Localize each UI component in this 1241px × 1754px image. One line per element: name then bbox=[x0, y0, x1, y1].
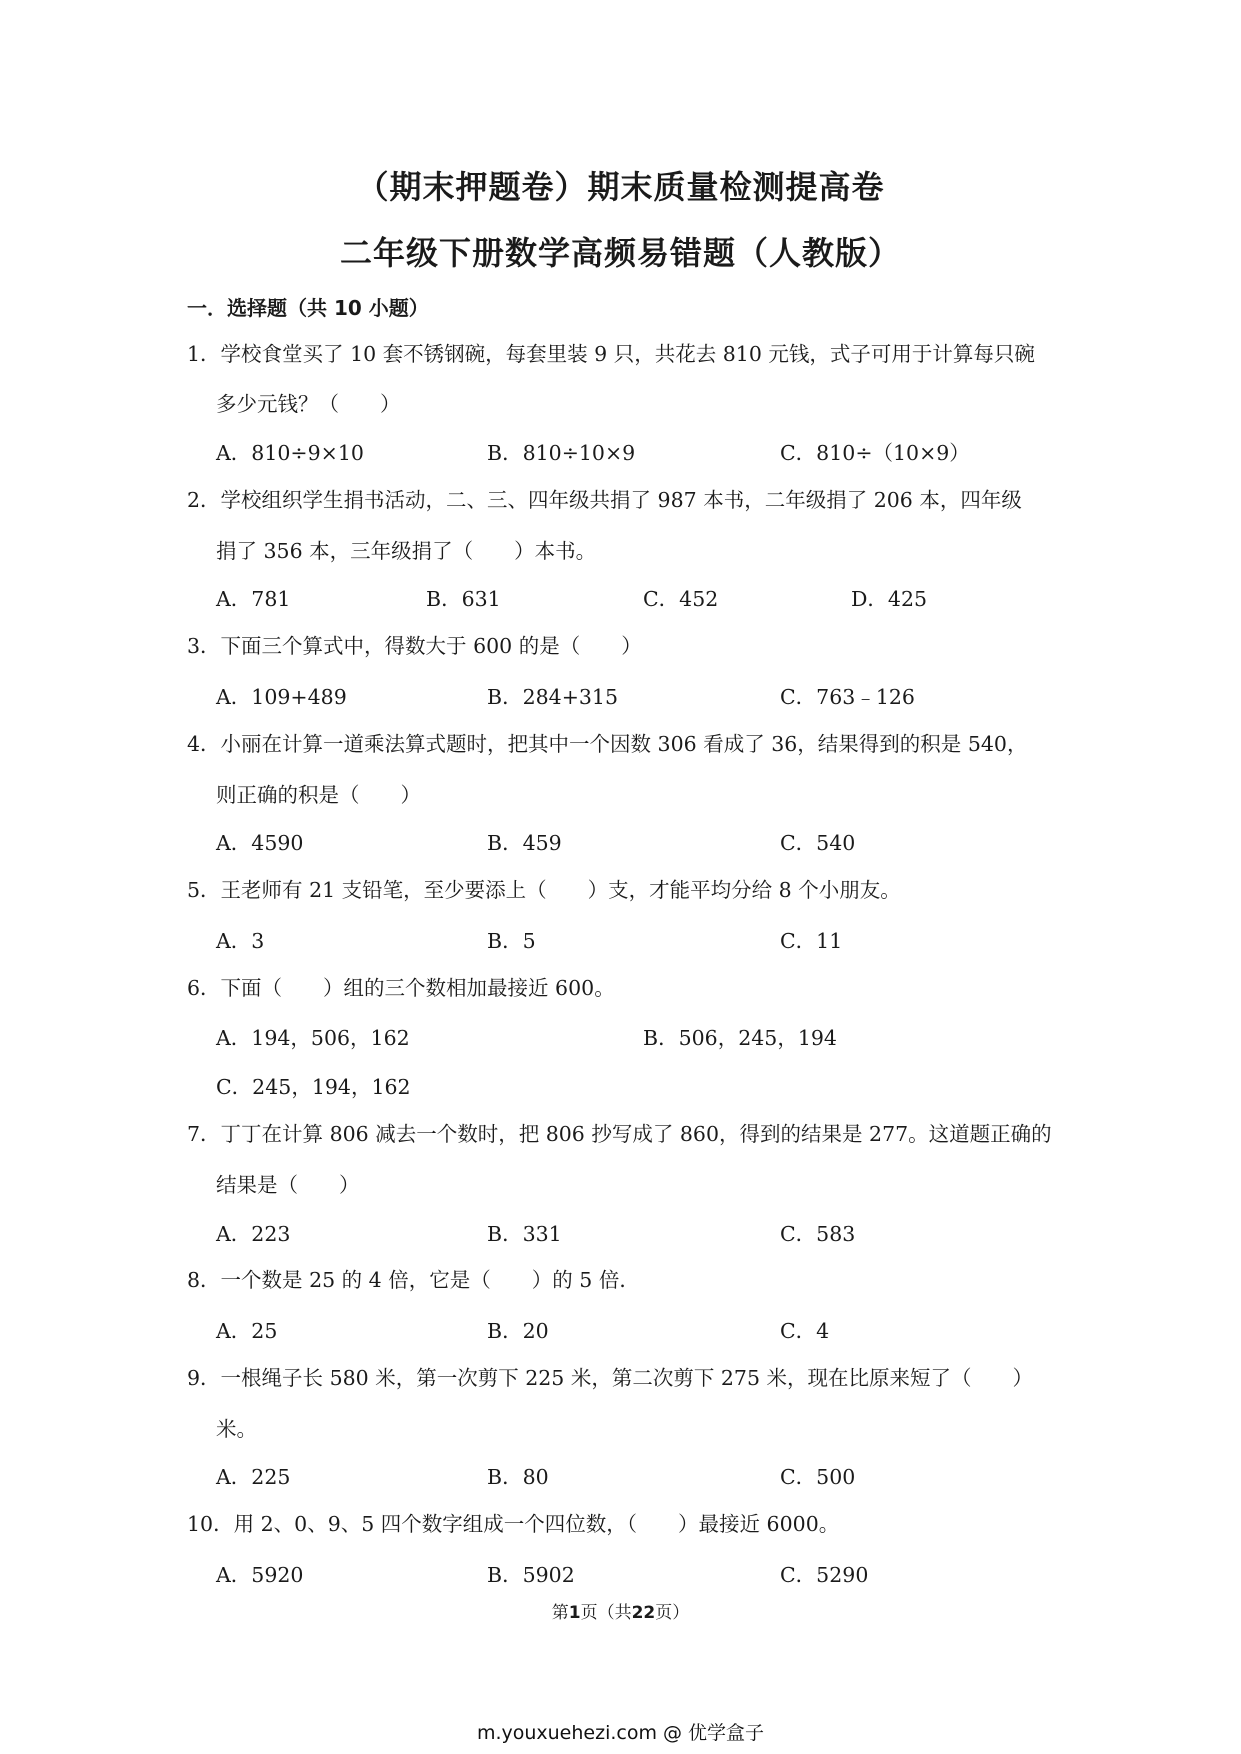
option-c: C．452 bbox=[643, 587, 719, 611]
question-6 bbox=[187, 964, 615, 1012]
section-heading: 一．选择题（共 10 小题） bbox=[187, 296, 429, 320]
question-7 bbox=[187, 1110, 1052, 1158]
question-text: 下面三个算式中，得数大于 600 的是（ ） bbox=[220, 634, 642, 658]
question-number: 9． bbox=[187, 1366, 221, 1390]
question-number: 10． bbox=[187, 1512, 234, 1536]
option-c: C．4 bbox=[780, 1319, 830, 1343]
option-a: A．4590 bbox=[216, 831, 304, 855]
question-number: 5． bbox=[187, 878, 221, 902]
page-number: 1 bbox=[568, 1603, 581, 1623]
question-number: 6． bbox=[187, 976, 221, 1000]
option-b: B．5902 bbox=[487, 1563, 575, 1587]
question-number: 4． bbox=[187, 732, 221, 756]
question-text: 用 2、0、9、5 四个数字组成一个四位数，（ ）最接近 6000。 bbox=[233, 1512, 840, 1536]
question-1 bbox=[187, 330, 1035, 378]
option-a: A．225 bbox=[216, 1465, 291, 1489]
question-text: 小丽在计算一道乘法算式题时，把其中一个因数 306 看成了 36，结果得到的积是 540， bbox=[220, 732, 1028, 756]
option-a: A．25 bbox=[216, 1319, 278, 1343]
option-b: B．5 bbox=[487, 929, 536, 953]
question-5 bbox=[187, 866, 901, 914]
question-2-continued: 捐了 356 本，三年级捐了（ ）本书。 bbox=[216, 539, 597, 563]
question-9 bbox=[187, 1354, 1033, 1402]
option-a: A．810÷9×10 bbox=[216, 441, 364, 465]
question-10 bbox=[187, 1500, 839, 1548]
option-b: B．631 bbox=[426, 587, 501, 611]
option-b: B．80 bbox=[487, 1465, 549, 1489]
option-a: A．5920 bbox=[216, 1563, 304, 1587]
watermark: m.youxuehezi.com @ 优学盒子 bbox=[476, 1722, 765, 1744]
question-4-continued: 则正确的积是（ ） bbox=[216, 783, 421, 807]
option-b: B．506，245，194 bbox=[643, 1026, 837, 1050]
option-d: D．425 bbox=[851, 587, 928, 611]
question-text: 王老师有 21 支铅笔，至少要添上（ ）支，才能平均分给 8 个小朋友。 bbox=[220, 878, 901, 902]
question-text: 一个数是 25 的 4 倍，它是（ ）的 5 倍． bbox=[220, 1268, 640, 1292]
option-a: A．109+489 bbox=[216, 685, 347, 709]
question-number: 3． bbox=[187, 634, 221, 658]
option-a: A．3 bbox=[216, 929, 265, 953]
option-c: C．540 bbox=[780, 831, 856, 855]
option-b: B．20 bbox=[487, 1319, 549, 1343]
option-b: B．810÷10×9 bbox=[487, 441, 636, 465]
page-footer bbox=[0, 1598, 1241, 1623]
option-b: B．331 bbox=[487, 1222, 562, 1246]
question-text: 下面（ ）组的三个数相加最接近 600。 bbox=[220, 976, 615, 1000]
question-2 bbox=[187, 476, 1022, 524]
footer-suffix: 页） bbox=[655, 1603, 690, 1623]
footer-prefix: 第 bbox=[551, 1603, 569, 1623]
option-c: C．583 bbox=[780, 1222, 856, 1246]
footer-mid: 页（共 bbox=[580, 1603, 632, 1623]
option-c: C．11 bbox=[780, 929, 843, 953]
question-number: 1． bbox=[187, 342, 221, 366]
question-7-continued: 结果是（ ） bbox=[216, 1173, 360, 1197]
question-3 bbox=[187, 622, 642, 670]
question-number: 7． bbox=[187, 1122, 221, 1146]
question-number: 2． bbox=[187, 488, 221, 512]
page-total: 22 bbox=[631, 1603, 656, 1623]
option-a: A．223 bbox=[216, 1222, 291, 1246]
title-line-1: （期末押题卷）期末质量检测提高卷 bbox=[356, 168, 885, 206]
option-c: C．810÷（10×9） bbox=[780, 441, 970, 465]
question-9-continued: 米。 bbox=[216, 1417, 257, 1441]
option-a: A．194，506，162 bbox=[216, 1026, 410, 1050]
question-text: 学校食堂买了 10 套不锈钢碗，每套里装 9 只，共花去 810 元钱，式子可用于计算每只碗 bbox=[220, 342, 1035, 366]
question-4 bbox=[187, 720, 1027, 768]
question-text: 学校组织学生捐书活动，二、三、四年级共捐了 987 本书，二年级捐了 206 本，四年级 bbox=[220, 488, 1022, 512]
question-8 bbox=[187, 1256, 640, 1304]
question-1-continued: 多少元钱？（ ） bbox=[216, 392, 401, 416]
question-text: 丁丁在计算 806 减去一个数时，把 806 抄写成了 860，得到的结果是 277。这道题正确的 bbox=[220, 1122, 1052, 1146]
option-c: C．5290 bbox=[780, 1563, 869, 1587]
option-a: A．781 bbox=[216, 587, 291, 611]
option-b: B．284+315 bbox=[487, 685, 618, 709]
title-line-2: 二年级下册数学高频易错题（人教版） bbox=[339, 234, 901, 272]
option-c: C．763﹣126 bbox=[780, 685, 915, 709]
question-number: 8． bbox=[187, 1268, 221, 1292]
option-c: C．245，194，162 bbox=[216, 1075, 411, 1099]
option-c: C．500 bbox=[780, 1465, 856, 1489]
question-text: 一根绳子长 580 米，第一次剪下 225 米，第二次剪下 275 米，现在比原来短了（ ） bbox=[220, 1366, 1034, 1390]
option-b: B．459 bbox=[487, 831, 562, 855]
